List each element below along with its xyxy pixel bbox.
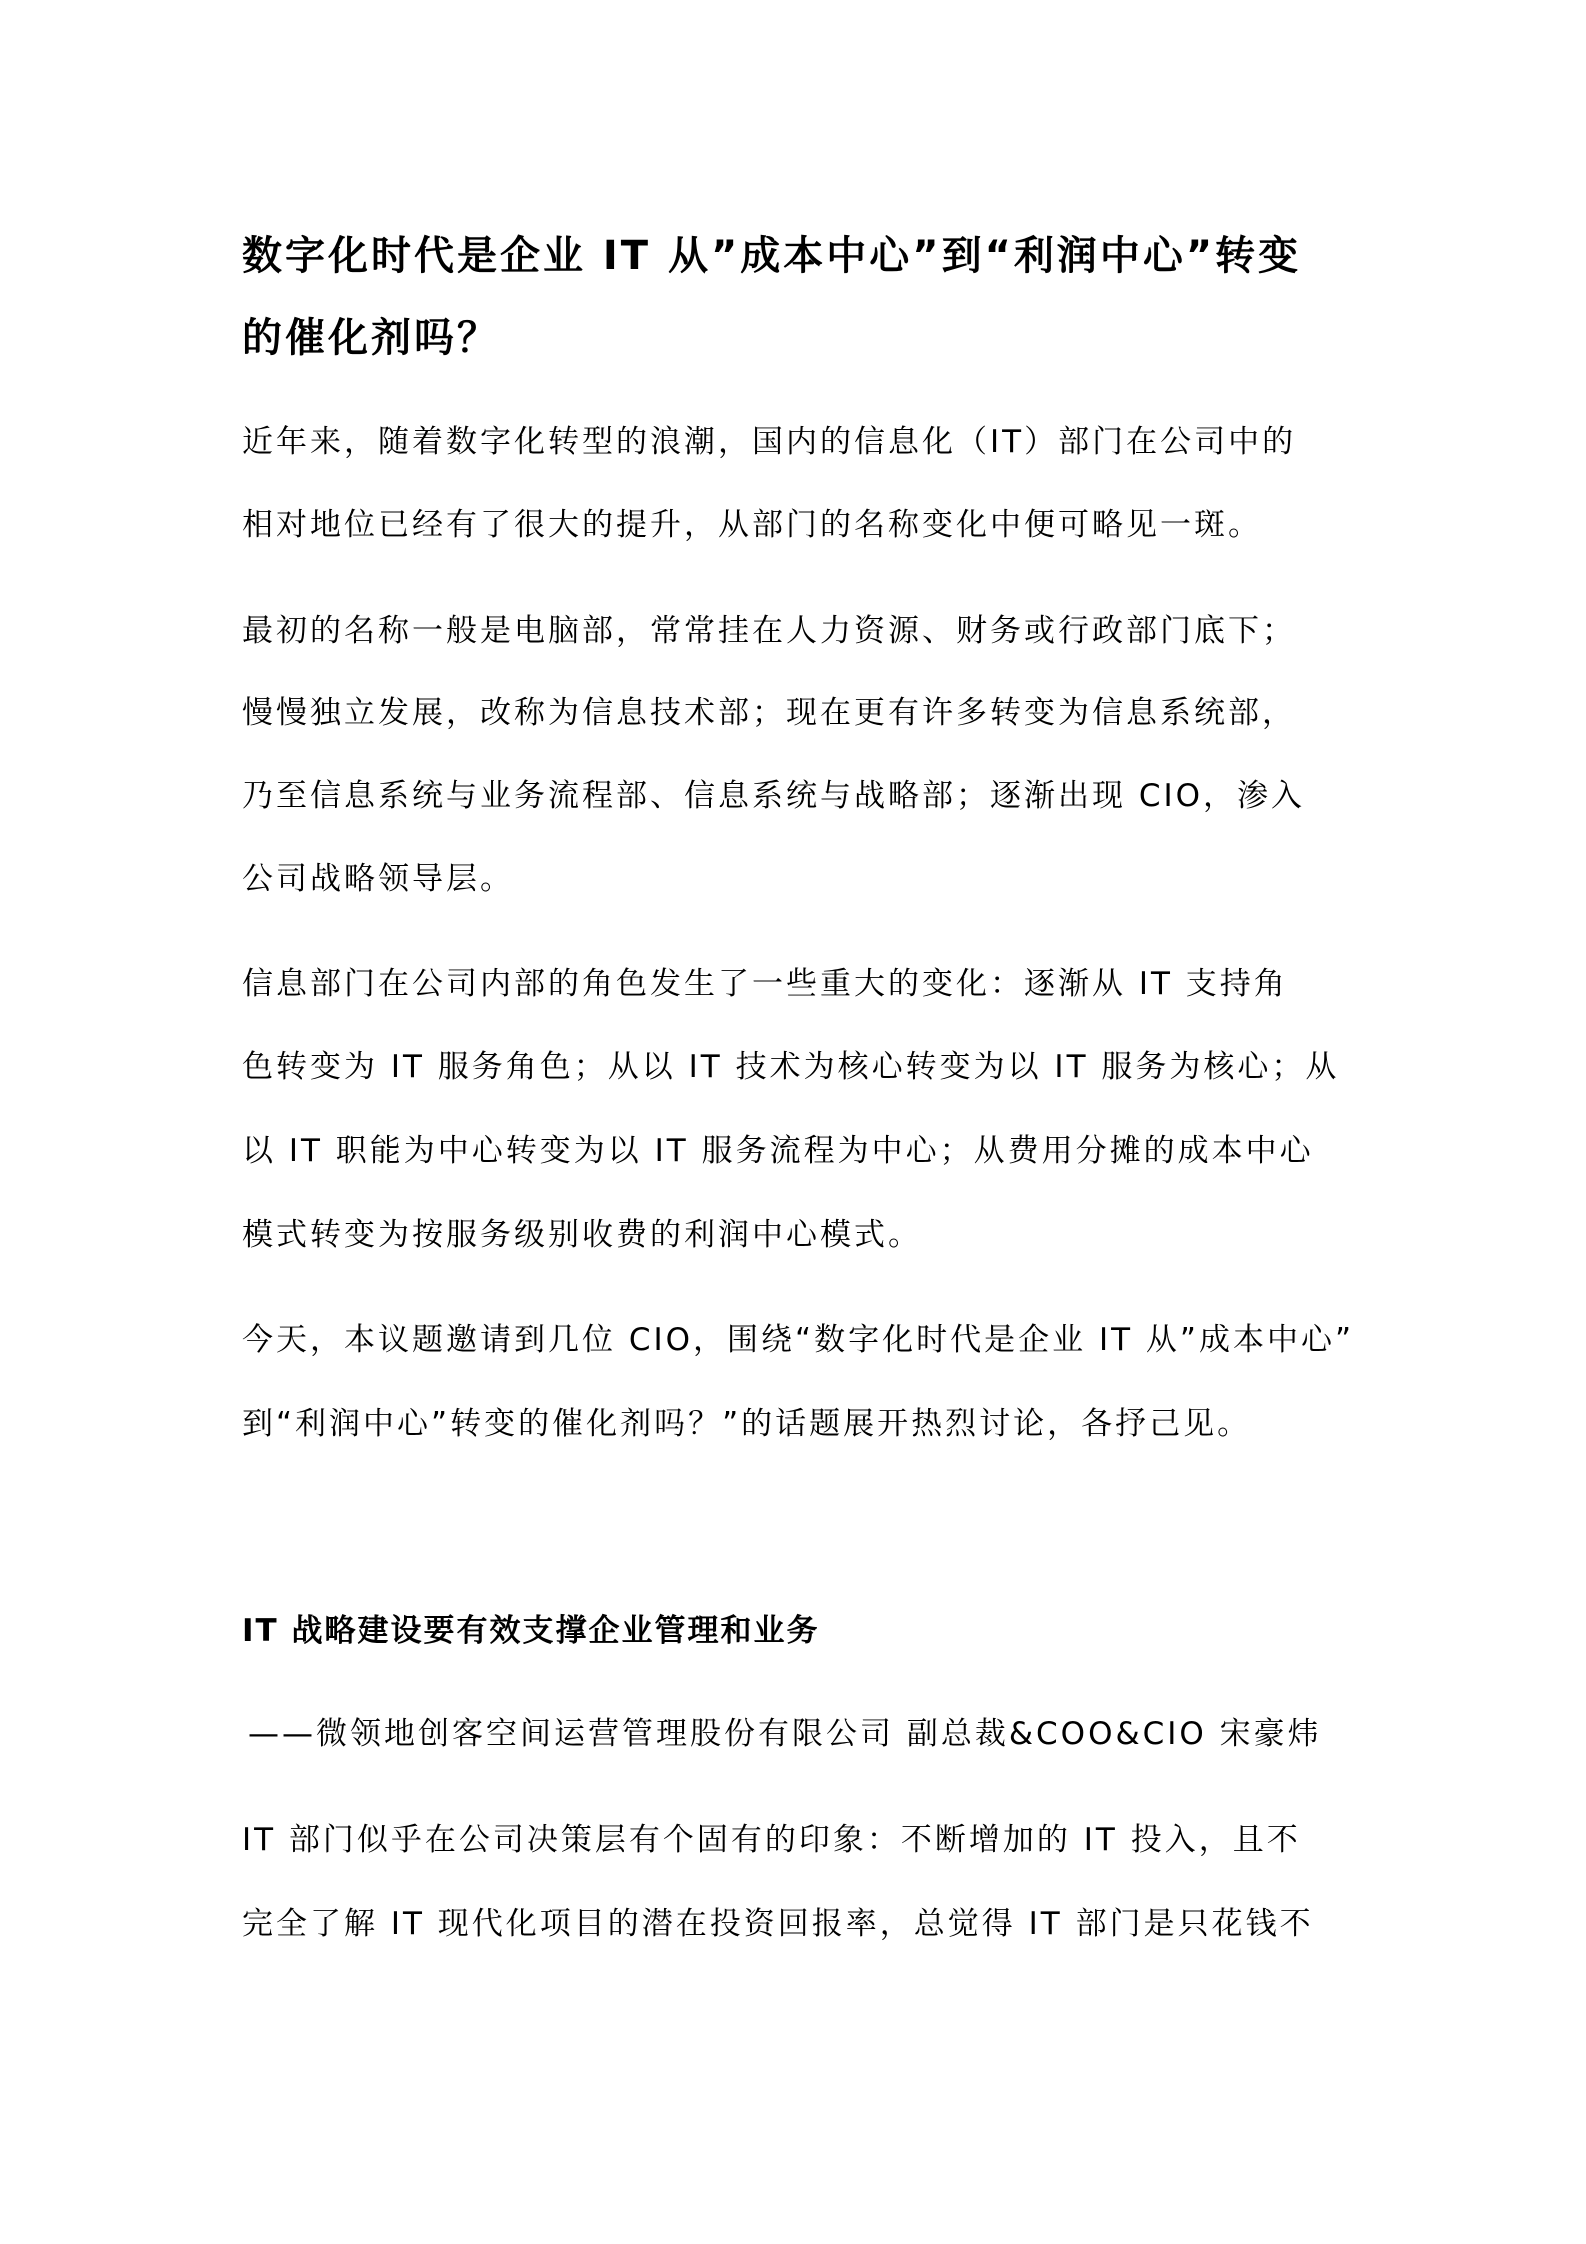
paragraph-1-line-1: 近年来，随着数字化转型的浪潮，国内的信息化（IT）部门在公司中的 [242, 424, 1297, 460]
paragraph-1-line-2: 相对地位已经有了很大的提升，从部门的名称变化中便可略见一斑。 [242, 507, 1262, 543]
paragraph-2-line-3: 乃至信息系统与业务流程部、信息系统与战略部；逐渐出现 CIO，渗入 [242, 778, 1306, 814]
paragraph-2-line-2: 慢慢独立发展，改称为信息技术部；现在更有许多转变为信息系统部， [242, 695, 1296, 731]
section-heading: IT 战略建设要有效支撑企业管理和业务 [242, 1613, 820, 1649]
paragraph-3-line-1: 信息部门在公司内部的角色发生了一些重大的变化：逐渐从 IT 支持角 [242, 966, 1288, 1002]
article-title-line-1: 数字化时代是企业 IT 从”成本中心”到“利润中心”转变 [242, 233, 1302, 279]
paragraph-2-line-1: 最初的名称一般是电脑部，常常挂在人力资源、财务或行政部门底下； [242, 613, 1296, 649]
paragraph-3-line-4: 模式转变为按服务级别收费的利润中心模式。 [242, 1217, 922, 1253]
section-paragraph-line-2: 完全了解 IT 现代化项目的潜在投资回报率，总觉得 IT 部门是只花钱不 [242, 1906, 1314, 1942]
paragraph-4-line-2: 到“利润中心”转变的催化剂吗？”的话题展开热烈讨论，各抒己见。 [242, 1406, 1252, 1442]
paragraph-2-line-4: 公司战略领导层。 [242, 861, 514, 897]
section-paragraph-line-1: IT 部门似乎在公司决策层有个固有的印象：不断增加的 IT 投入，且不 [242, 1822, 1301, 1858]
section-byline: ——微领地创客空间运营管理股份有限公司 副总裁&COO&CIO 宋豪炜 [248, 1716, 1322, 1752]
article-title-line-2: 的催化剂吗？ [242, 315, 500, 361]
paragraph-3-line-3: 以 IT 职能为中心转变为以 IT 服务流程为中心；从费用分摊的成本中心 [242, 1133, 1314, 1169]
paragraph-3-line-2: 色转变为 IT 服务角色；从以 IT 技术为核心转变为以 IT 服务为核心；从 [242, 1049, 1340, 1085]
paragraph-4-line-1: 今天，本议题邀请到几位 CIO，围绕“数字化时代是企业 IT 从”成本中心” [242, 1322, 1355, 1358]
